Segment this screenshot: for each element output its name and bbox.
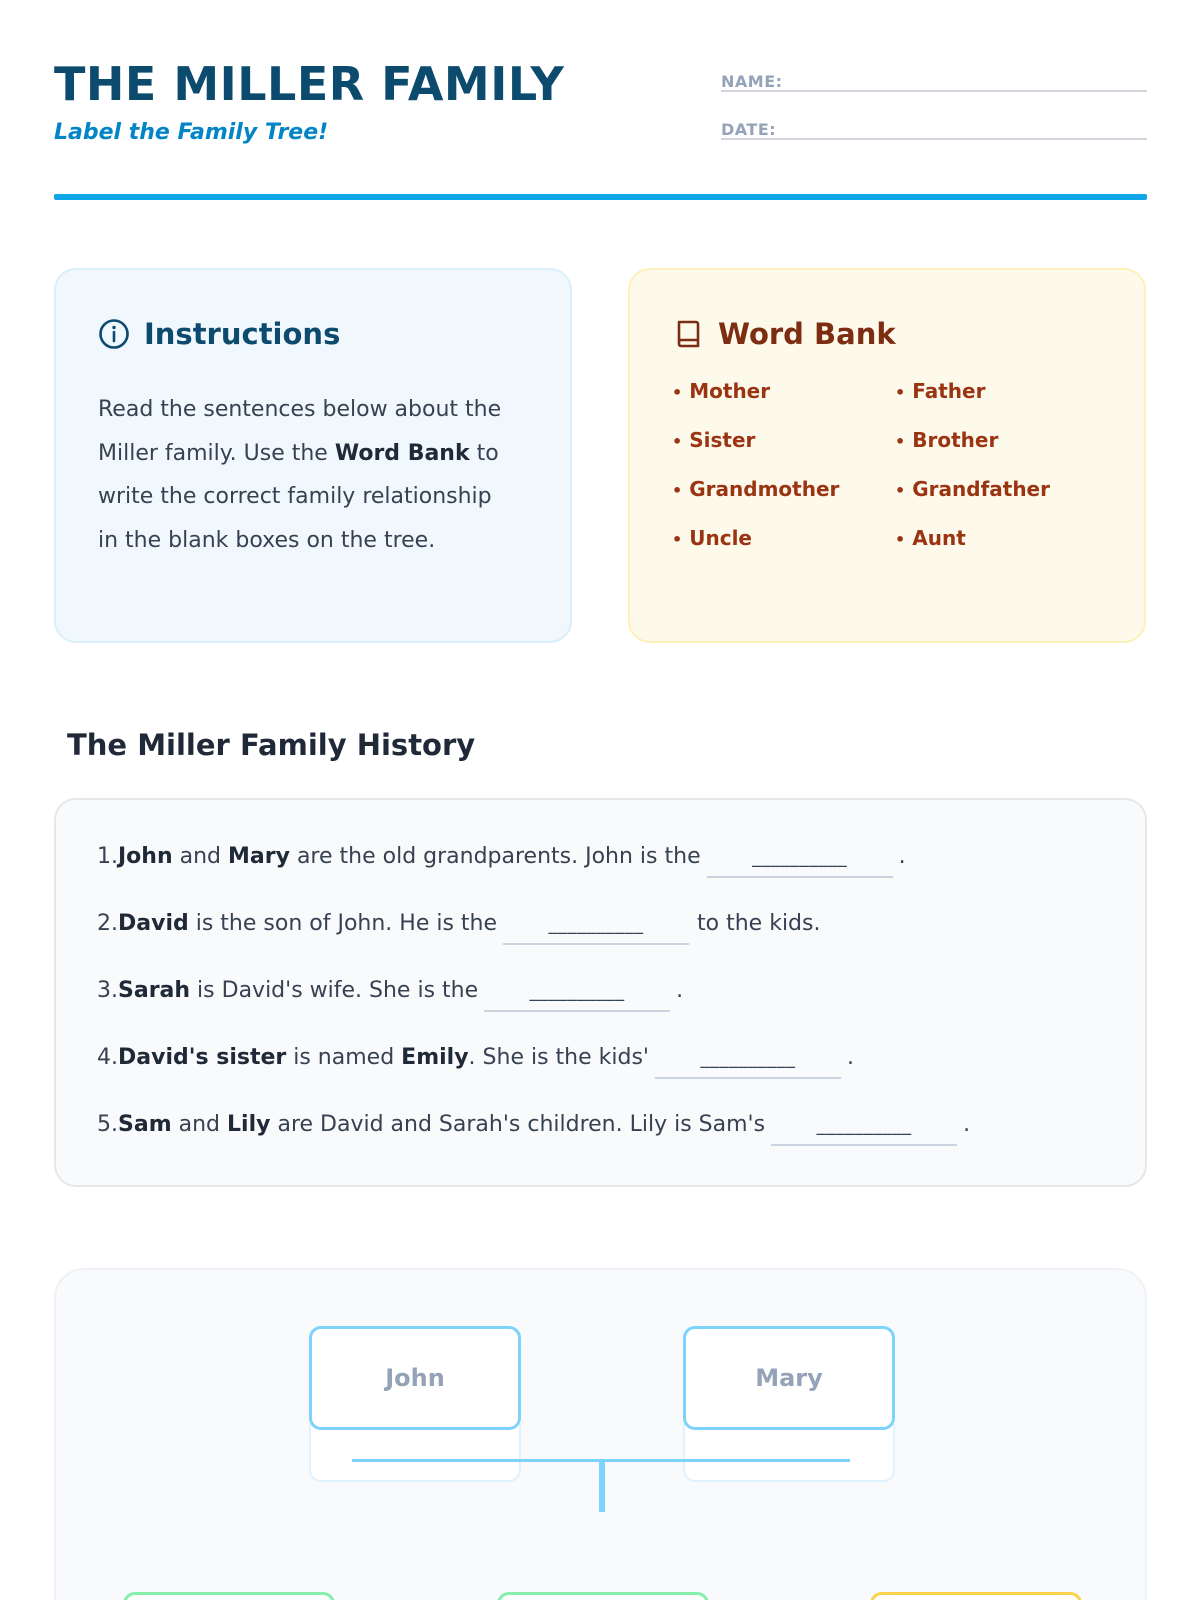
tree-node-child (497, 1592, 709, 1600)
info-circle-icon (98, 318, 130, 350)
book-icon (672, 318, 704, 350)
sentence-1: 1. John and Mary are the old grandparents. John is the __________ . (97, 840, 906, 878)
answer-blank[interactable]: __________ (771, 1108, 957, 1146)
instructions-heading: Instructions (144, 317, 341, 351)
history-sentences (54, 798, 1147, 1187)
instructions-text: Read the sentences below about the Miller family. Use the Word Bank to write the correct family relationship in the blank boxes on the tree. (98, 397, 502, 553)
word-bank-item: • Grandfather (895, 474, 1112, 506)
word-bank-header (672, 314, 896, 354)
family-tree (54, 1268, 1147, 1600)
tree-node-child (870, 1592, 1082, 1600)
answer-blank[interactable]: __________ (707, 840, 893, 878)
word-bank-item: • Sister (672, 425, 895, 457)
sentence-5: 5. Sam and Lily are David and Sarah's children. Lily is Sam's __________ . (97, 1108, 970, 1146)
page-title: THE MILLER FAMILY (54, 57, 565, 111)
sentence-2: 2. David is the son of John. He is the __________ to the kids. (97, 907, 820, 945)
tree-node-john: John (309, 1326, 521, 1430)
history-heading: The Miller Family History (67, 728, 476, 762)
word-bank-item: • Brother (895, 425, 1112, 457)
tree-node-child (123, 1592, 335, 1600)
name-label: NAME: (721, 72, 783, 91)
sentence-4: 4. David's sister is named Emily . She is the kids' __________ . (97, 1041, 854, 1079)
word-bank-list (672, 376, 1112, 555)
word-bank-item: • Aunt (895, 523, 1112, 555)
instructions-header (98, 314, 340, 354)
name-field[interactable] (721, 58, 1147, 92)
worksheet-header (54, 50, 1147, 202)
word-bank-item: • Mother (672, 376, 895, 408)
sentence-3: 3. Sarah is David's wife. She is the __________ . (97, 974, 683, 1012)
answer-box-grandfather[interactable] (309, 1424, 521, 1482)
answer-blank[interactable]: __________ (484, 974, 670, 1012)
descent-line (599, 1460, 605, 1512)
word-bank-heading: Word Bank (718, 317, 896, 351)
page-subtitle: Label the Family Tree! (54, 120, 329, 145)
date-label: DATE: (721, 120, 777, 139)
word-bank-item: • Grandmother (672, 474, 895, 506)
word-bank-item: • Father (895, 376, 1112, 408)
instructions-card (54, 268, 572, 643)
tree-node-mary: Mary (683, 1326, 895, 1430)
answer-box-grandmother[interactable] (683, 1424, 895, 1482)
answer-blank[interactable]: __________ (655, 1041, 841, 1079)
answer-blank[interactable]: __________ (503, 907, 689, 945)
word-bank-reference: Word Bank (334, 440, 470, 466)
word-bank-card (628, 268, 1146, 643)
word-bank-item: • Uncle (672, 523, 895, 555)
date-field[interactable] (721, 106, 1147, 140)
header-divider (54, 194, 1147, 200)
